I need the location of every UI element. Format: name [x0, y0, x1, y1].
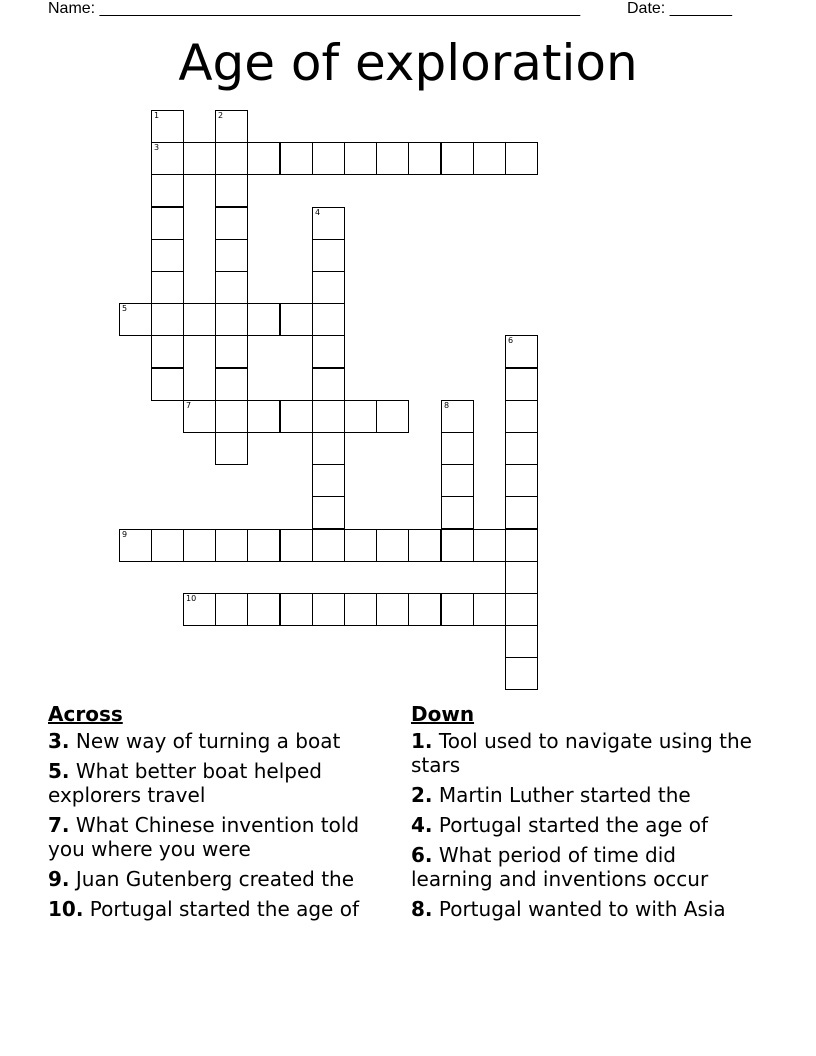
grid-cell[interactable]	[344, 529, 377, 562]
clue-text: Portugal started the age of	[83, 897, 359, 921]
grid-cell[interactable]	[473, 529, 506, 562]
grid-cell[interactable]	[151, 335, 184, 368]
grid-cell[interactable]	[505, 400, 538, 433]
grid-cell[interactable]	[151, 110, 184, 143]
grid-cell[interactable]	[441, 529, 474, 562]
grid-cell[interactable]	[215, 368, 248, 401]
cell-number: 2	[218, 111, 224, 120]
down-heading: Down	[411, 702, 475, 726]
clue-text: New way of turning a boat	[69, 729, 341, 753]
grid-cell[interactable]	[312, 400, 345, 433]
grid-cell[interactable]	[312, 207, 345, 240]
grid-cell[interactable]	[119, 529, 152, 562]
grid-cell[interactable]	[505, 529, 538, 562]
grid-cell[interactable]	[505, 625, 538, 658]
date-line[interactable]: Date: _______	[627, 0, 732, 17]
grid-cell[interactable]	[376, 142, 409, 175]
grid-cell[interactable]	[215, 593, 248, 626]
grid-cell[interactable]	[505, 368, 538, 401]
clue-text: Juan Gutenberg created the	[69, 867, 355, 891]
clue-text: Portugal started the age of	[432, 813, 709, 837]
grid-cell[interactable]	[441, 142, 474, 175]
clue-text: What better boat helped explorers travel	[48, 759, 322, 807]
grid-cell[interactable]	[280, 593, 313, 626]
grid-cell[interactable]	[151, 207, 184, 240]
grid-cell[interactable]	[505, 142, 538, 175]
grid-cell[interactable]	[312, 432, 345, 465]
grid-cell[interactable]	[151, 303, 184, 336]
grid-cell[interactable]	[215, 207, 248, 240]
grid-cell[interactable]	[376, 529, 409, 562]
grid-cell[interactable]	[344, 142, 377, 175]
grid-cell[interactable]	[376, 593, 409, 626]
across-heading: Across	[48, 702, 123, 726]
clue-down-6	[411, 843, 761, 891]
cell-number: 8	[444, 401, 450, 410]
grid-cell[interactable]	[408, 142, 441, 175]
grid-cell[interactable]	[247, 142, 280, 175]
clue-down-8	[411, 897, 761, 921]
clue-number: 3.	[48, 729, 70, 753]
grid-cell[interactable]	[312, 303, 345, 336]
grid-cell[interactable]	[247, 529, 280, 562]
cell-number: 3	[154, 143, 160, 152]
clue-across-5	[48, 759, 398, 807]
grid-cell[interactable]	[183, 400, 216, 433]
grid-cell[interactable]	[505, 464, 538, 497]
page-title: Age of exploration	[178, 34, 638, 92]
name-line[interactable]: Name: ______________________________________________________	[48, 0, 581, 17]
grid-cell[interactable]	[312, 496, 345, 529]
grid-cell[interactable]	[151, 142, 184, 175]
grid-cell[interactable]	[280, 303, 313, 336]
grid-cell[interactable]	[247, 303, 280, 336]
grid-cell[interactable]	[151, 368, 184, 401]
clue-across-10	[48, 897, 398, 921]
clue-number: 10.	[48, 897, 84, 921]
grid-cell[interactable]	[215, 271, 248, 304]
grid-cell[interactable]	[215, 239, 248, 272]
grid-cell[interactable]	[505, 657, 538, 690]
grid-cell[interactable]	[183, 529, 216, 562]
grid-cell[interactable]	[312, 271, 345, 304]
grid-cell[interactable]	[312, 335, 345, 368]
grid-cell[interactable]	[344, 593, 377, 626]
grid-cell[interactable]	[215, 529, 248, 562]
cell-number: 4	[315, 208, 321, 217]
clue-number: 6.	[411, 843, 433, 867]
cell-number: 7	[186, 401, 192, 410]
cell-number: 9	[122, 530, 128, 539]
down-clues	[411, 702, 761, 927]
clue-number: 4.	[411, 813, 433, 837]
grid-cell[interactable]	[280, 142, 313, 175]
grid-cell[interactable]	[215, 142, 248, 175]
cell-number: 10	[186, 594, 197, 603]
grid-cell[interactable]	[215, 400, 248, 433]
grid-cell[interactable]	[473, 142, 506, 175]
clue-number: 1.	[411, 729, 433, 753]
grid-cell[interactable]	[312, 239, 345, 272]
grid-cell[interactable]	[505, 496, 538, 529]
grid-cell[interactable]	[312, 142, 345, 175]
clue-text: Tool used to navigate using the stars	[411, 729, 752, 777]
grid-cell[interactable]	[312, 593, 345, 626]
grid-cell[interactable]	[441, 432, 474, 465]
grid-cell[interactable]	[215, 335, 248, 368]
cell-number: 5	[122, 304, 128, 313]
clue-number: 2.	[411, 783, 433, 807]
clue-number: 8.	[411, 897, 433, 921]
grid-cell[interactable]	[473, 593, 506, 626]
grid-cell[interactable]	[441, 400, 474, 433]
grid-cell[interactable]	[408, 593, 441, 626]
clue-down-1	[411, 729, 761, 777]
grid-cell[interactable]	[119, 303, 152, 336]
grid-cell[interactable]	[215, 174, 248, 207]
grid-cell[interactable]	[151, 271, 184, 304]
grid-cell[interactable]	[441, 593, 474, 626]
grid-cell[interactable]	[151, 529, 184, 562]
across-clues	[48, 702, 398, 927]
clue-down-4	[411, 813, 761, 837]
grid-cell[interactable]	[312, 529, 345, 562]
grid-cell[interactable]	[505, 593, 538, 626]
cell-number: 6	[508, 336, 514, 345]
clue-number: 5.	[48, 759, 70, 783]
clue-number: 7.	[48, 813, 70, 837]
grid-cell[interactable]	[280, 400, 313, 433]
clue-text: Portugal wanted to with Asia	[432, 897, 726, 921]
grid-cell[interactable]	[183, 142, 216, 175]
clue-across-7	[48, 813, 398, 861]
clue-text: Martin Luther started the	[432, 783, 691, 807]
clue-number: 9.	[48, 867, 70, 891]
grid-cell[interactable]	[312, 368, 345, 401]
cell-number: 1	[154, 111, 160, 120]
grid-cell[interactable]	[505, 561, 538, 594]
grid-cell[interactable]	[183, 303, 216, 336]
grid-cell[interactable]	[215, 432, 248, 465]
grid-cell[interactable]	[505, 432, 538, 465]
clue-text: What Chinese invention told you where you were	[48, 813, 360, 861]
grid-cell[interactable]	[376, 400, 409, 433]
grid-cell[interactable]	[441, 496, 474, 529]
grid-cell[interactable]	[344, 400, 377, 433]
grid-cell[interactable]	[151, 174, 184, 207]
grid-cell[interactable]	[408, 529, 441, 562]
grid-cell[interactable]	[280, 529, 313, 562]
clue-text: What period of time did learning and inventions occur	[411, 843, 709, 891]
grid-cell[interactable]	[215, 110, 248, 143]
clue-down-2	[411, 783, 761, 807]
grid-cell[interactable]	[215, 303, 248, 336]
grid-cell[interactable]	[247, 593, 280, 626]
grid-cell[interactable]	[247, 400, 280, 433]
clue-across-3	[48, 729, 398, 753]
clue-across-9	[48, 867, 398, 891]
grid-cell[interactable]	[312, 464, 345, 497]
grid-cell[interactable]	[183, 593, 216, 626]
grid-cell[interactable]	[441, 464, 474, 497]
grid-cell[interactable]	[151, 239, 184, 272]
grid-cell[interactable]	[505, 335, 538, 368]
